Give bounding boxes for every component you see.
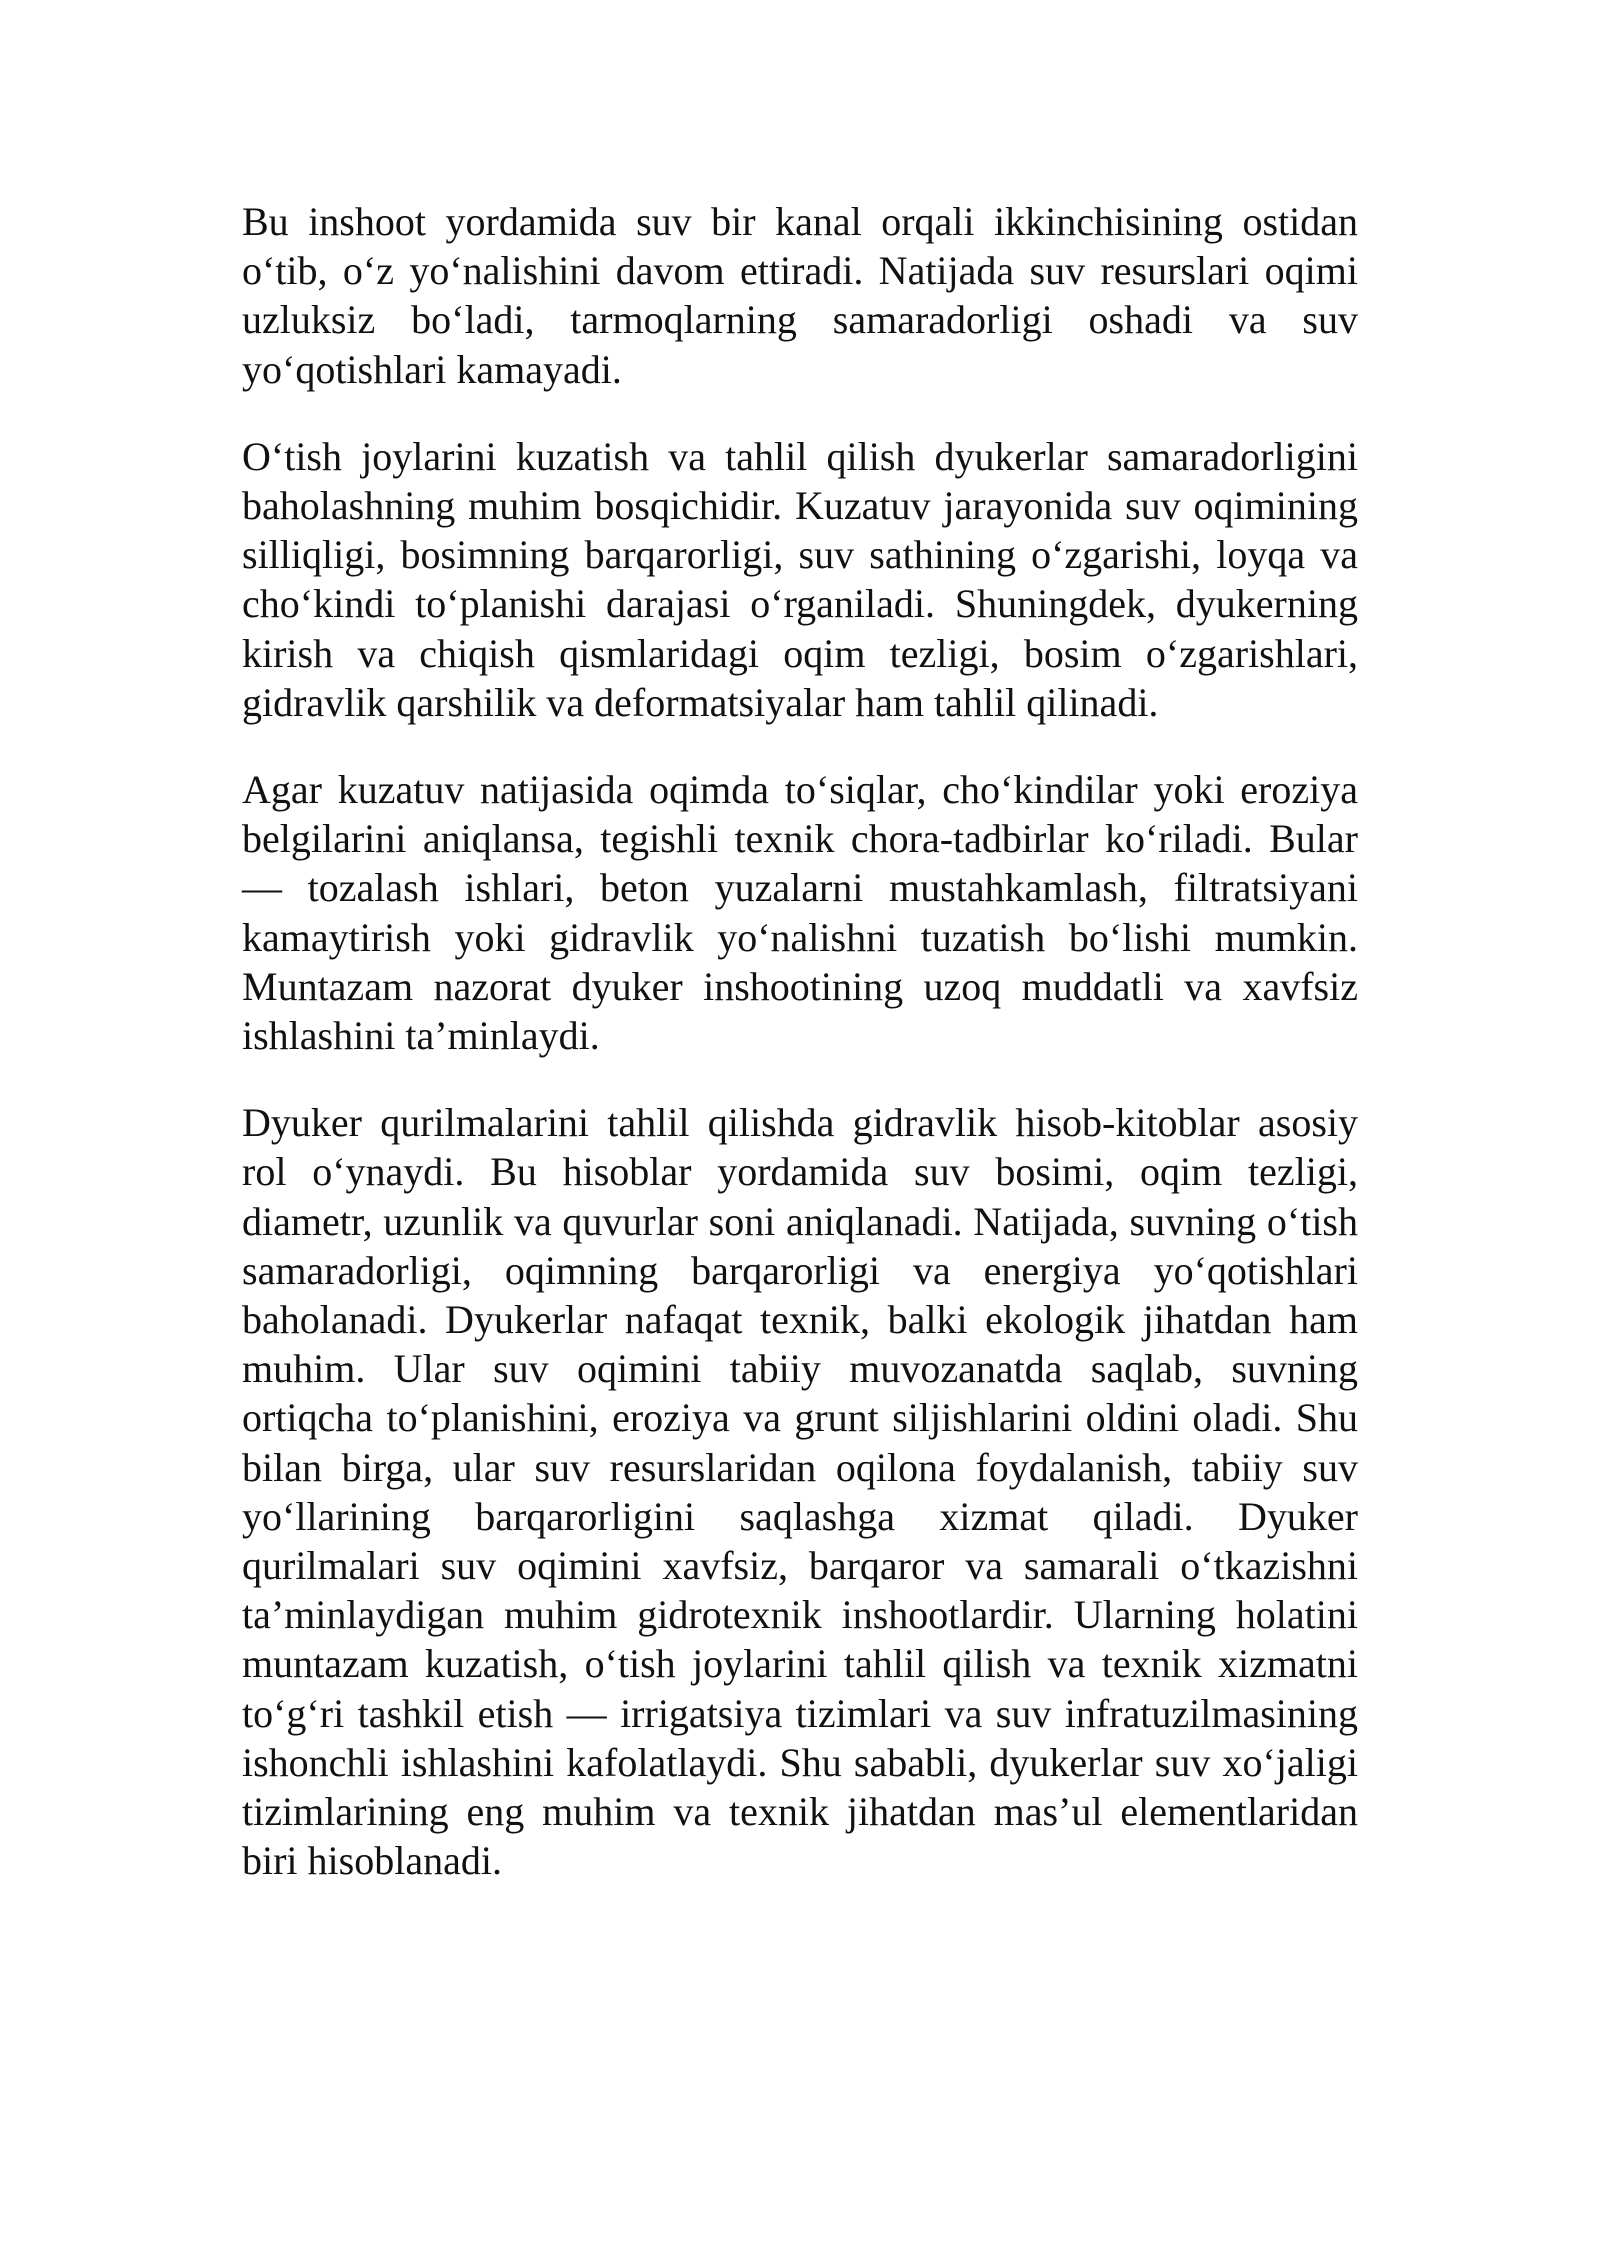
- paragraph-1: Bu inshoot yordamida suv bir kanal orqali ikkinchisining ostidan o‘tib, o‘z yo‘nalishini davom ettiradi. Natijada suv resurslari oqimi uzluksiz bo‘ladi, tarmoqlarning samaradorligi oshadi va suv yo‘qotishlari kamayadi.: [242, 199, 1358, 392]
- paragraph-3: Agar kuzatuv natijasida oqimda to‘siqlar, cho‘kindilar yoki eroziya belgilarini aniqlansa, tegishli texnik chora-tadbirlar ko‘riladi. Bular — tozalash ishlari, beton yuzalarni mustahkamlash, filtratsiyani kamaytirish yoki gidravlik yo‘nalishni tuzatish bo‘lishi mumkin. Muntazam nazorat dyuker inshootining uzoq muddatli va xavfsiz ishlashini ta’minlaydi.: [242, 767, 1358, 1059]
- document-body: [242, 197, 1358, 1886]
- paragraph-4: Dyuker qurilmalarini tahlil qilishda gidravlik hisob-kitoblar asosiy rol o‘ynaydi. Bu hisoblar yordamida suv bosimi, oqim tezligi, diametr, uzunlik va quvurlar soni aniqlanadi. Natijada, suvning o‘tish samaradorligi, oqimning barqarorligi va energiya yo‘qotishlari baholanadi. Dyukerlar nafaqat texnik, balki ekologik jihatdan ham muhim. Ular suv oqimini tabiiy muvozanatda saqlab, suvning ortiqcha to‘planishini, eroziya va grunt siljishlarini oldini oladi. Shu bilan birga, ular suv resurslaridan oqilona foydalanish, tabiiy suv yo‘llarining barqarorligini saqlashga xizmat qiladi. Dyuker qurilmalari suv oqimini xavfsiz, barqaror va samarali o‘tkazishni ta’minlaydigan muhim gidrotexnik inshootlardir. Ularning holatini muntazam kuzatish, o‘tish joylarini tahlil qilish va texnik xizmatni to‘g‘ri tashkil etish — irrigatsiya tizimlari va suv infratuzilmasining ishonchli ishlashini kafolatlaydi. Shu sababli, dyukerlar suv xo‘jaligi tizimlarining eng muhim va texnik jihatdan mas’ul elementlaridan biri hisoblanadi.: [242, 1100, 1358, 1884]
- paragraph-2: O‘tish joylarini kuzatish va tahlil qilish dyukerlar samaradorligini baholashning muhim bosqichidir. Kuzatuv jarayonida suv oqimining silliqligi, bosimning barqarorligi, suv sathining o‘zgarishi, loyqa va cho‘kindi to‘planishi darajasi o‘rganiladi. Shuningdek, dyukerning kirish va chiqish qismlaridagi oqim tezligi, bosim o‘zgarishlari, gidravlik qarshilik va deformatsiyalar ham tahlil qilinadi.: [242, 433, 1358, 725]
